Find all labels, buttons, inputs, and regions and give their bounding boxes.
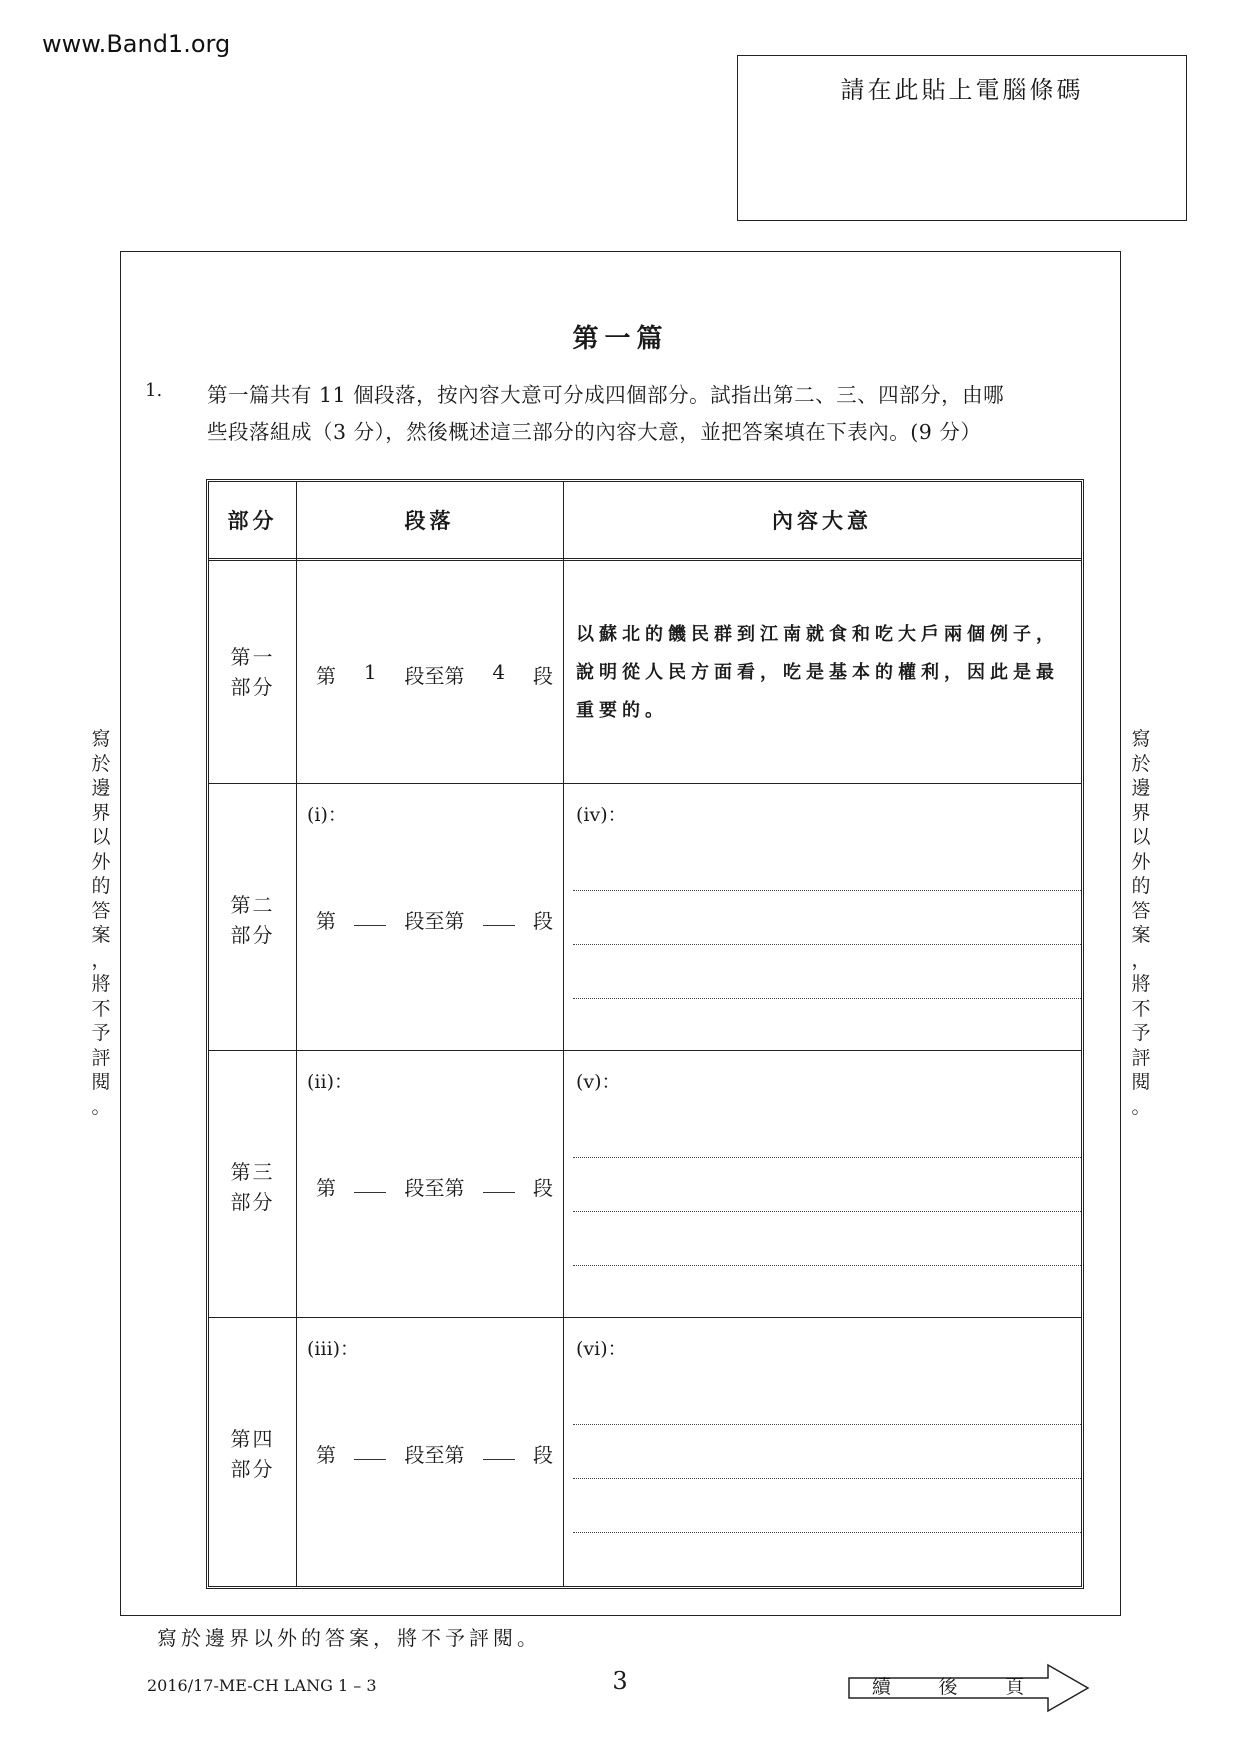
label-i: (i)： — [307, 804, 347, 826]
answer-line[interactable] — [573, 1157, 1081, 1158]
site-watermark: www.Band1.org — [42, 30, 231, 58]
part-label-3: 第三 部分 — [230, 1160, 275, 1214]
start-blank[interactable] — [354, 905, 386, 926]
label-v: (v)： — [576, 1071, 621, 1093]
label-ii: (ii)： — [307, 1071, 353, 1093]
col-divider — [296, 482, 297, 1586]
answer-line[interactable] — [573, 998, 1081, 999]
question-line-1: 第一篇共有 11 個段落，按內容大意可分成四個部分。試指出第二、三、四部分，由哪 — [207, 383, 1005, 407]
end-blank[interactable] — [483, 1439, 515, 1460]
header-part: 部分 — [227, 509, 278, 533]
answer-line[interactable] — [573, 944, 1081, 945]
answer-line[interactable] — [573, 1424, 1081, 1425]
start-blank[interactable] — [354, 1172, 386, 1193]
row-divider — [209, 1317, 1081, 1318]
label-iv: (iv)： — [576, 804, 627, 826]
end-blank[interactable] — [483, 905, 515, 926]
answer-line[interactable] — [573, 1532, 1081, 1533]
question-line-2: 些段落組成（3 分），然後概述這三部分的內容大意，並把答案填在下表內。(9 分） — [207, 420, 982, 444]
row-divider — [209, 1050, 1081, 1051]
side-note-right: 寫 於 邊 界 以 外 的 答 案 ， 將 不 予 評 閱 。 — [1131, 728, 1151, 1118]
barcode-label: 請在此貼上電腦條碼 — [840, 76, 1084, 104]
label-vi: (vi)： — [576, 1338, 627, 1360]
part-label-4: 第四 部分 — [230, 1427, 275, 1481]
label-iii: (iii)： — [307, 1338, 360, 1360]
part-label-1: 第一 部分 — [230, 645, 275, 699]
footer-code: 2016/17-ME-CH LANG 1 – 3 — [147, 1676, 377, 1695]
answer-table: 部分 段落 內容大意 第一 部分 第 1 段至第 4 段 以蘇北的饑民群到江南就食和吃大戶兩個例子， 說明從人民方面看，吃是基本的權利，因此是最 重要的。 (i)： (iv)： 第二 部分 第 段至第 段 (ii)： (v)： 第三 部分 第 段至第 段 (iii)： (vi)： 第四 部分 第 段至第 段 — [206, 479, 1084, 1589]
part-label-2: 第二 部分 — [230, 893, 275, 947]
sample-summary: 以蘇北的饑民群到江南就食和吃大戶兩個例子， 說明從人民方面看，吃是基本的權利，因此是最 重要的。 — [576, 624, 1059, 721]
barcode-sticker-box — [737, 55, 1187, 221]
continue-label: 續 後 頁 — [871, 1676, 1025, 1698]
header-summary: 內容大意 — [772, 509, 872, 533]
start-blank[interactable] — [354, 1439, 386, 1460]
answer-line[interactable] — [573, 1211, 1081, 1212]
header-paragraph: 段落 — [404, 509, 455, 533]
bottom-note: 寫於邊界以外的答案，將不予評閱。 — [157, 1626, 541, 1650]
question-text — [207, 377, 1077, 451]
answer-line[interactable] — [573, 1265, 1081, 1266]
page-number: 3 — [612, 1667, 628, 1695]
section-title: 第一篇 — [572, 324, 669, 354]
answer-line[interactable] — [573, 1478, 1081, 1479]
side-note-left: 寫 於 邊 界 以 外 的 答 案 ， 將 不 予 評 閱 。 — [91, 728, 111, 1118]
question-number: 1. — [145, 380, 163, 401]
col-divider — [563, 482, 564, 1586]
answer-line[interactable] — [573, 890, 1081, 891]
row-divider — [209, 783, 1081, 784]
end-blank[interactable] — [483, 1172, 515, 1193]
